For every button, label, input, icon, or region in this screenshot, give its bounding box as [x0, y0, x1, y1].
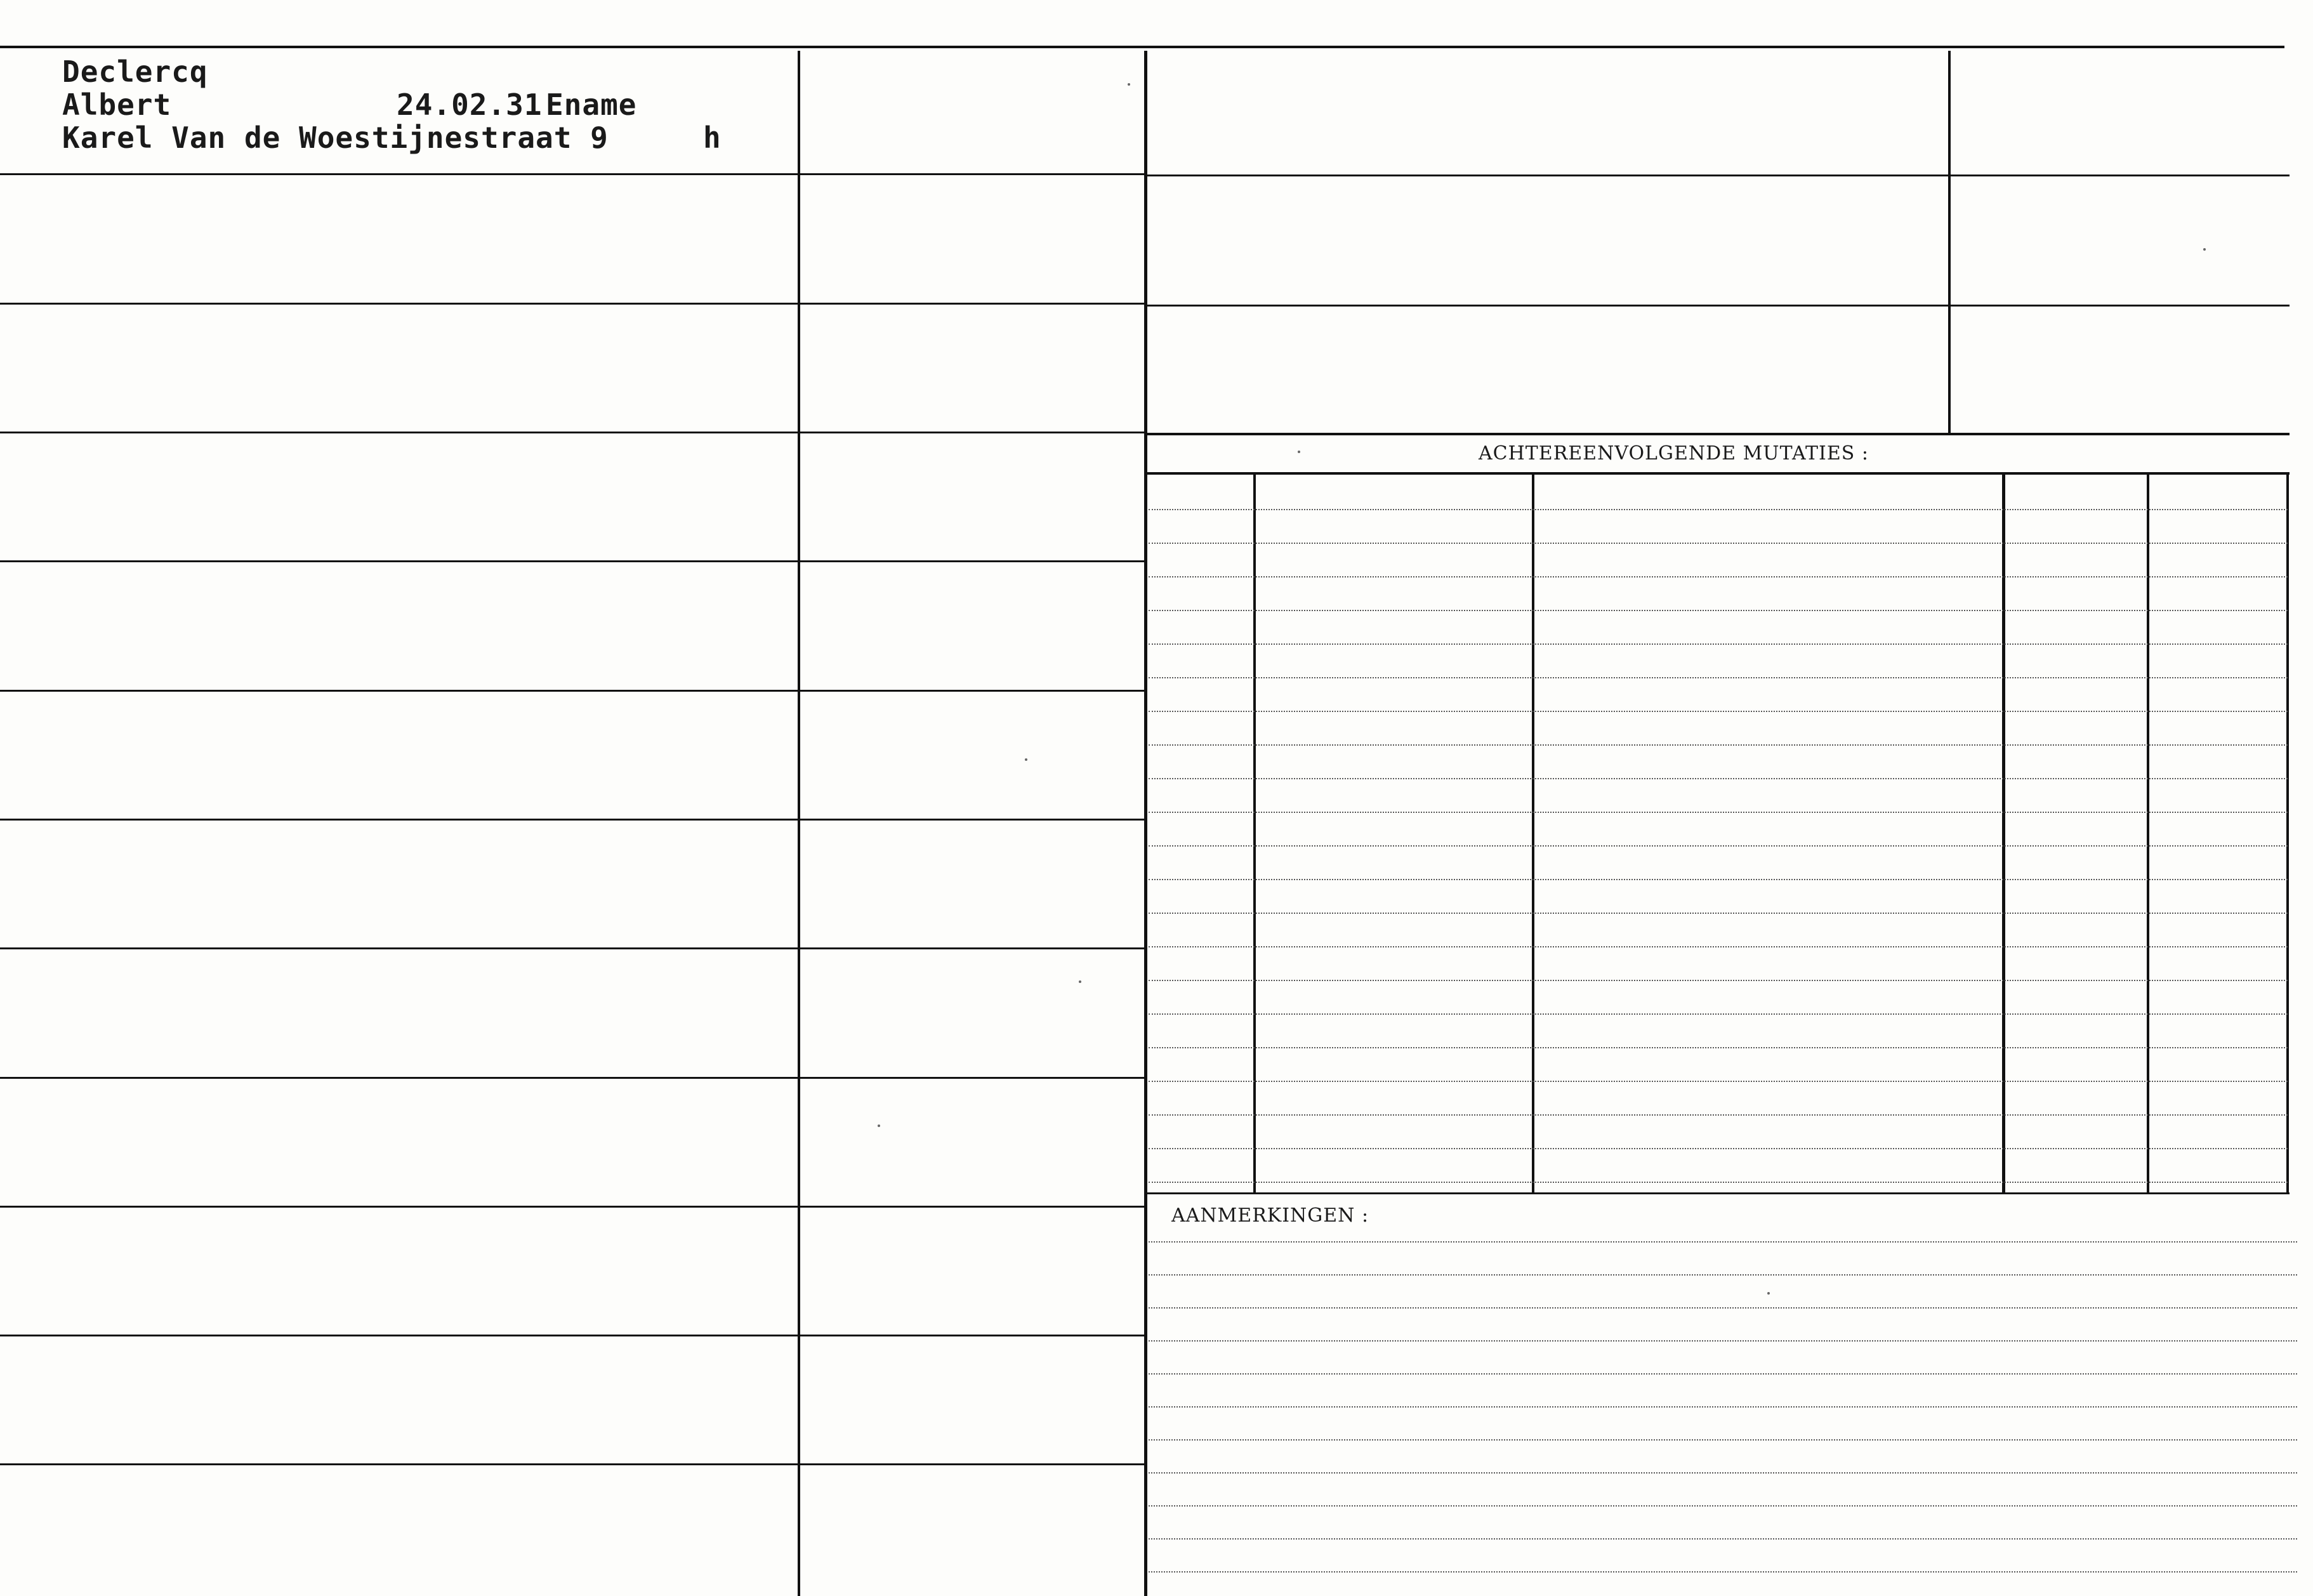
scan-speck: [1767, 1292, 1770, 1295]
mutations-col-divider: [1253, 473, 1256, 1194]
right-box-line: [1147, 305, 2290, 307]
scan-speck: [1128, 83, 1130, 86]
birth-date-text: 24.02.31: [397, 88, 543, 122]
left-row-line: [0, 432, 1145, 433]
top-border: [0, 46, 2284, 48]
middle-column-divider: [1144, 51, 1147, 1596]
remarks-line: [1149, 1373, 2297, 1375]
left-row-line: [0, 819, 1145, 821]
mutation-row-line: [1149, 980, 2288, 981]
mutations-col-divider: [1532, 473, 1534, 1194]
mutation-row-line: [1149, 1081, 2288, 1082]
address-text: Karel Van de Woestijnestraat 9: [62, 121, 609, 155]
mutation-row-line: [1149, 879, 2288, 880]
mutations-col-divider: [2147, 473, 2149, 1194]
left-row-line: [0, 1463, 1145, 1465]
mutation-row-line: [1149, 711, 2288, 712]
mutation-row-line: [1149, 509, 2288, 510]
first-name-text: Albert: [62, 88, 172, 122]
left-row-line: [0, 1206, 1145, 1208]
mutation-row-line: [1149, 610, 2288, 611]
mutation-row-line: [1149, 677, 2288, 678]
remarks-heading: AANMERKINGEN :: [1171, 1204, 1369, 1227]
mutation-row-line: [1149, 744, 2288, 746]
remarks-line: [1149, 1505, 2297, 1507]
mutation-row-line: [1149, 1047, 2288, 1048]
mutation-row-line: [1149, 1114, 2288, 1116]
mutation-row-line: [1149, 913, 2288, 914]
remarks-line: [1149, 1472, 2297, 1474]
left-row-line: [0, 690, 1145, 692]
mutations-table-top: [1147, 472, 2290, 475]
mutation-row-line: [1149, 1148, 2288, 1149]
birth-place-text: Ename: [546, 88, 637, 122]
left-row-line: [0, 560, 1145, 562]
mutations-table-bottom: [1147, 1192, 2290, 1194]
scan-speck: [878, 1124, 880, 1127]
mutations-heading: ACHTEREENVOLGENDE MUTATIES :: [1479, 442, 1869, 465]
mutation-row-line: [1149, 812, 2288, 813]
scan-speck: [1079, 980, 1081, 983]
remarks-line: [1149, 1406, 2297, 1408]
left-column-divider: [798, 51, 800, 1596]
mutation-row-line: [1149, 576, 2288, 577]
left-row-line: [0, 947, 1145, 949]
mutation-row-line: [1149, 1182, 2288, 1183]
mutation-row-line: [1149, 1013, 2288, 1015]
mutations-col-divider: [2002, 473, 2005, 1194]
mutation-row-line: [1149, 643, 2288, 645]
mutation-row-line: [1149, 845, 2288, 847]
mutation-row-line: [1149, 946, 2288, 947]
mark-text: h: [703, 121, 722, 155]
right-top-divider: [1948, 51, 1951, 433]
remarks-line: [1149, 1538, 2297, 1540]
left-row-line: [0, 1335, 1145, 1336]
surname-text: Declercq: [62, 55, 208, 89]
right-box-line: [1147, 175, 2290, 176]
remarks-line: [1149, 1307, 2297, 1309]
scan-speck: [1298, 451, 1300, 453]
left-row-line: [0, 1077, 1145, 1079]
mutation-row-line: [1149, 778, 2288, 779]
remarks-line: [1149, 1241, 2297, 1243]
scan-speck: [2203, 248, 2206, 251]
remarks-line: [1149, 1274, 2297, 1276]
mutations-table-right: [2286, 473, 2289, 1194]
scan-speck: [1025, 758, 1027, 761]
left-row-line: [0, 303, 1145, 305]
remarks-line: [1149, 1439, 2297, 1441]
remarks-line: [1149, 1340, 2297, 1342]
mutation-row-line: [1149, 543, 2288, 544]
left-row-line: [0, 173, 1145, 175]
remarks-line: [1149, 1571, 2297, 1573]
right-box-line: [1147, 433, 2290, 435]
